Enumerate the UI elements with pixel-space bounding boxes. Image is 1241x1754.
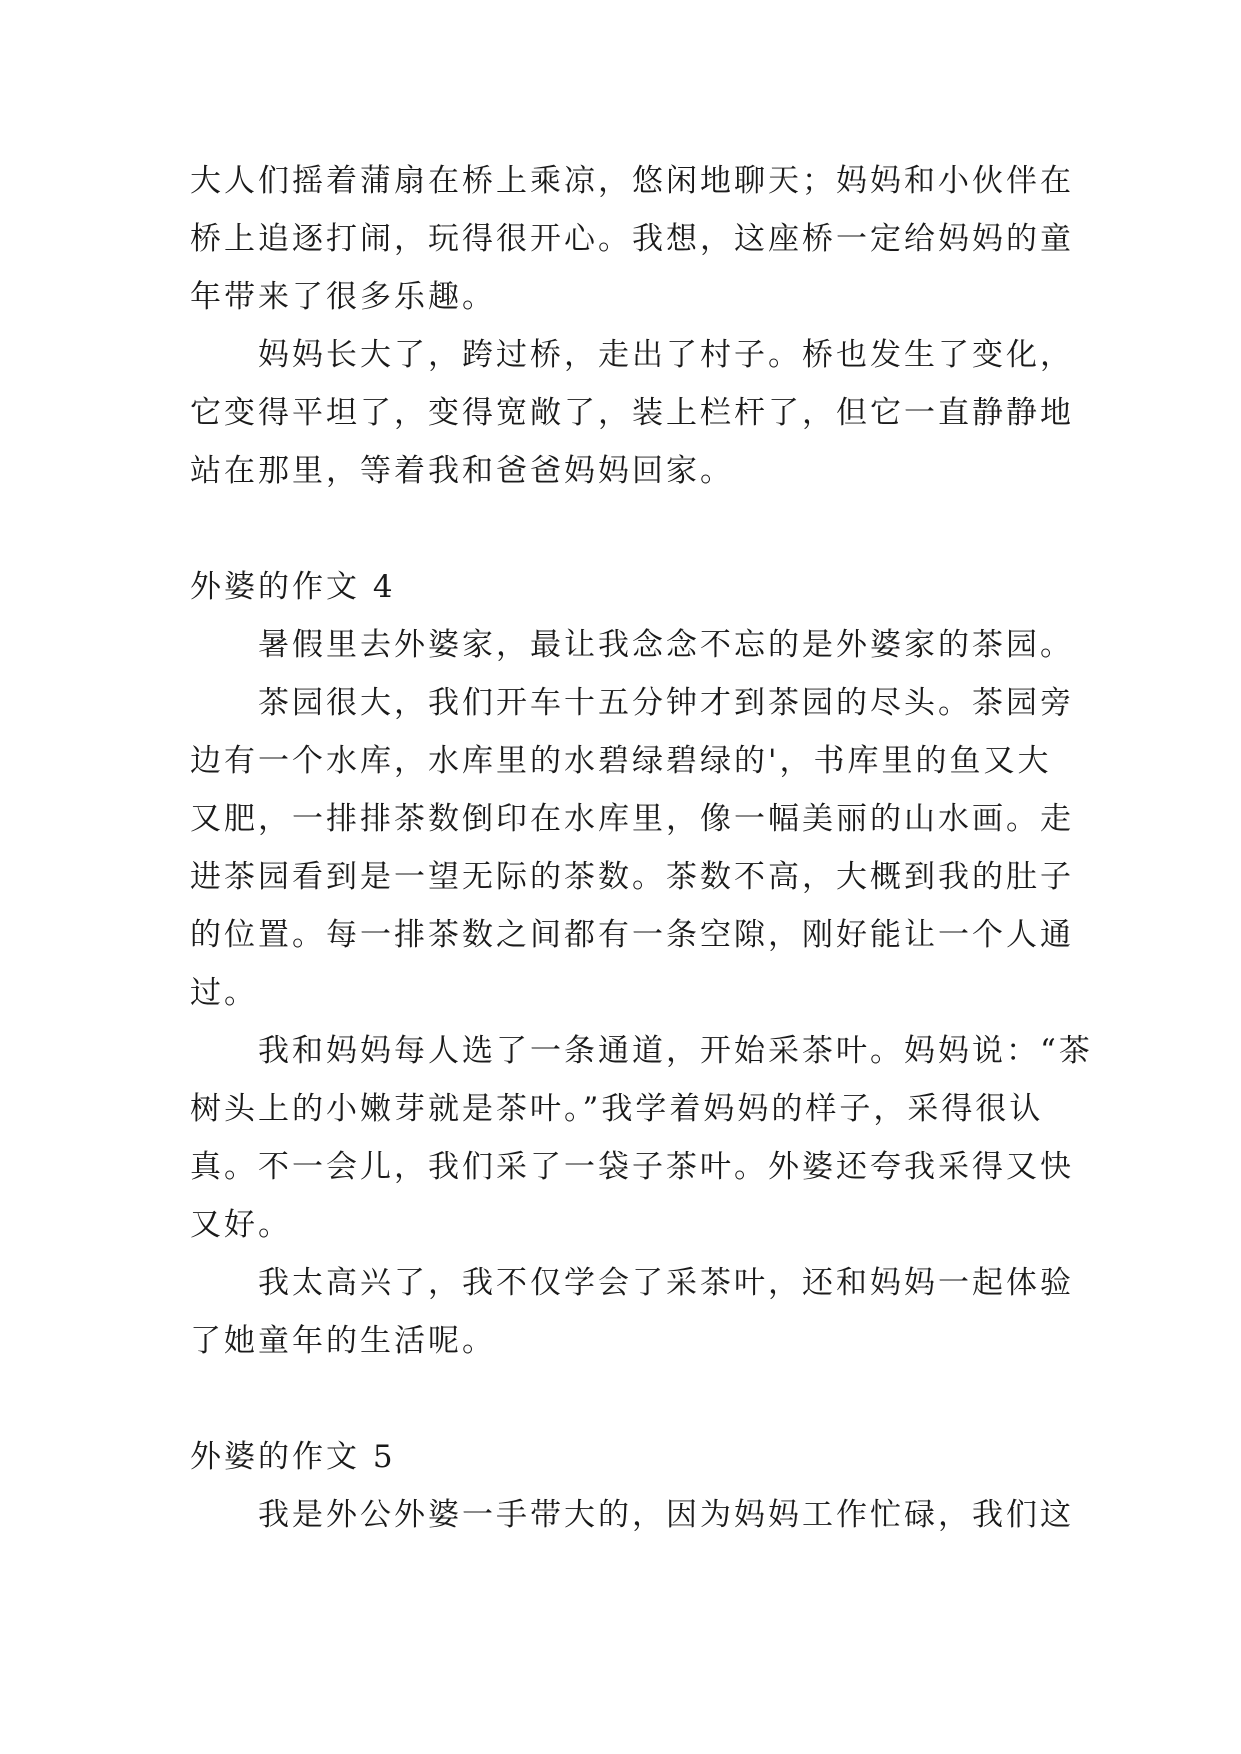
paragraph: [190, 326, 1074, 500]
text-line: 茶园很大，我们开车十五分钟才到茶园的尽头。茶园旁: [258, 685, 1074, 721]
paragraph: [190, 674, 1074, 1022]
document-body: [190, 152, 1093, 1544]
text-line: 真。不一会儿，我们采了一袋子茶叶。外婆还夸我采得又快: [190, 1149, 1074, 1185]
text-line: 又好。: [190, 1207, 292, 1243]
text-line: 的位置。每一排茶数之间都有一条空隙，刚好能让一个人通: [190, 917, 1074, 953]
paragraph: [190, 152, 1074, 326]
text-line: 我是外公外婆一手带大的，因为妈妈工作忙碌，我们这: [258, 1497, 1074, 1533]
text-line: 了她童年的生活呢。: [190, 1323, 496, 1359]
paragraph: [190, 1254, 1074, 1370]
text-line: 暑假里去外婆家，最让我念念不忘的是外婆家的茶园。: [258, 627, 1074, 663]
text-line: 我和妈妈每人选了一条通道，开始采茶叶。妈妈说：“茶: [258, 1033, 1093, 1069]
text-line: 我太高兴了，我不仅学会了采茶叶，还和妈妈一起体验: [258, 1265, 1074, 1301]
text-line: 妈妈长大了，跨过桥，走出了村子。桥也发生了变化，: [258, 337, 1074, 373]
text-line: 年带来了很多乐趣。: [190, 279, 496, 315]
section-gap: [190, 500, 1070, 558]
section-heading: 外婆的作文 4: [190, 569, 396, 605]
text-line: 边有一个水库，水库里的水碧绿碧绿的'，书库里的鱼又大: [190, 743, 1052, 779]
section-gap: [190, 1370, 1070, 1428]
text-line: 大人们摇着蒲扇在桥上乘凉，悠闲地聊天；妈妈和小伙伴在: [190, 163, 1074, 199]
text-line: 过。: [190, 975, 258, 1011]
text-line: 它变得平坦了，变得宽敞了，装上栏杆了，但它一直静静地: [190, 395, 1074, 431]
text-line: 进茶园看到是一望无际的茶数。茶数不高，大概到我的肚子: [190, 859, 1074, 895]
paragraph: [190, 1486, 1074, 1544]
paragraph: [190, 1022, 1093, 1254]
text-line: 桥上追逐打闹，玩得很开心。我想，这座桥一定给妈妈的童: [190, 221, 1074, 257]
text-line: 又肥，一排排茶数倒印在水库里，像一幅美丽的山水画。走: [190, 801, 1074, 837]
text-line: 树头上的小嫩芽就是茶叶。”我学着妈妈的样子，采得很认: [190, 1091, 1044, 1127]
text-line: 站在那里，等着我和爸爸妈妈回家。: [190, 453, 734, 489]
section-heading: 外婆的作文 5: [190, 1439, 396, 1475]
paragraph: [190, 616, 1074, 674]
